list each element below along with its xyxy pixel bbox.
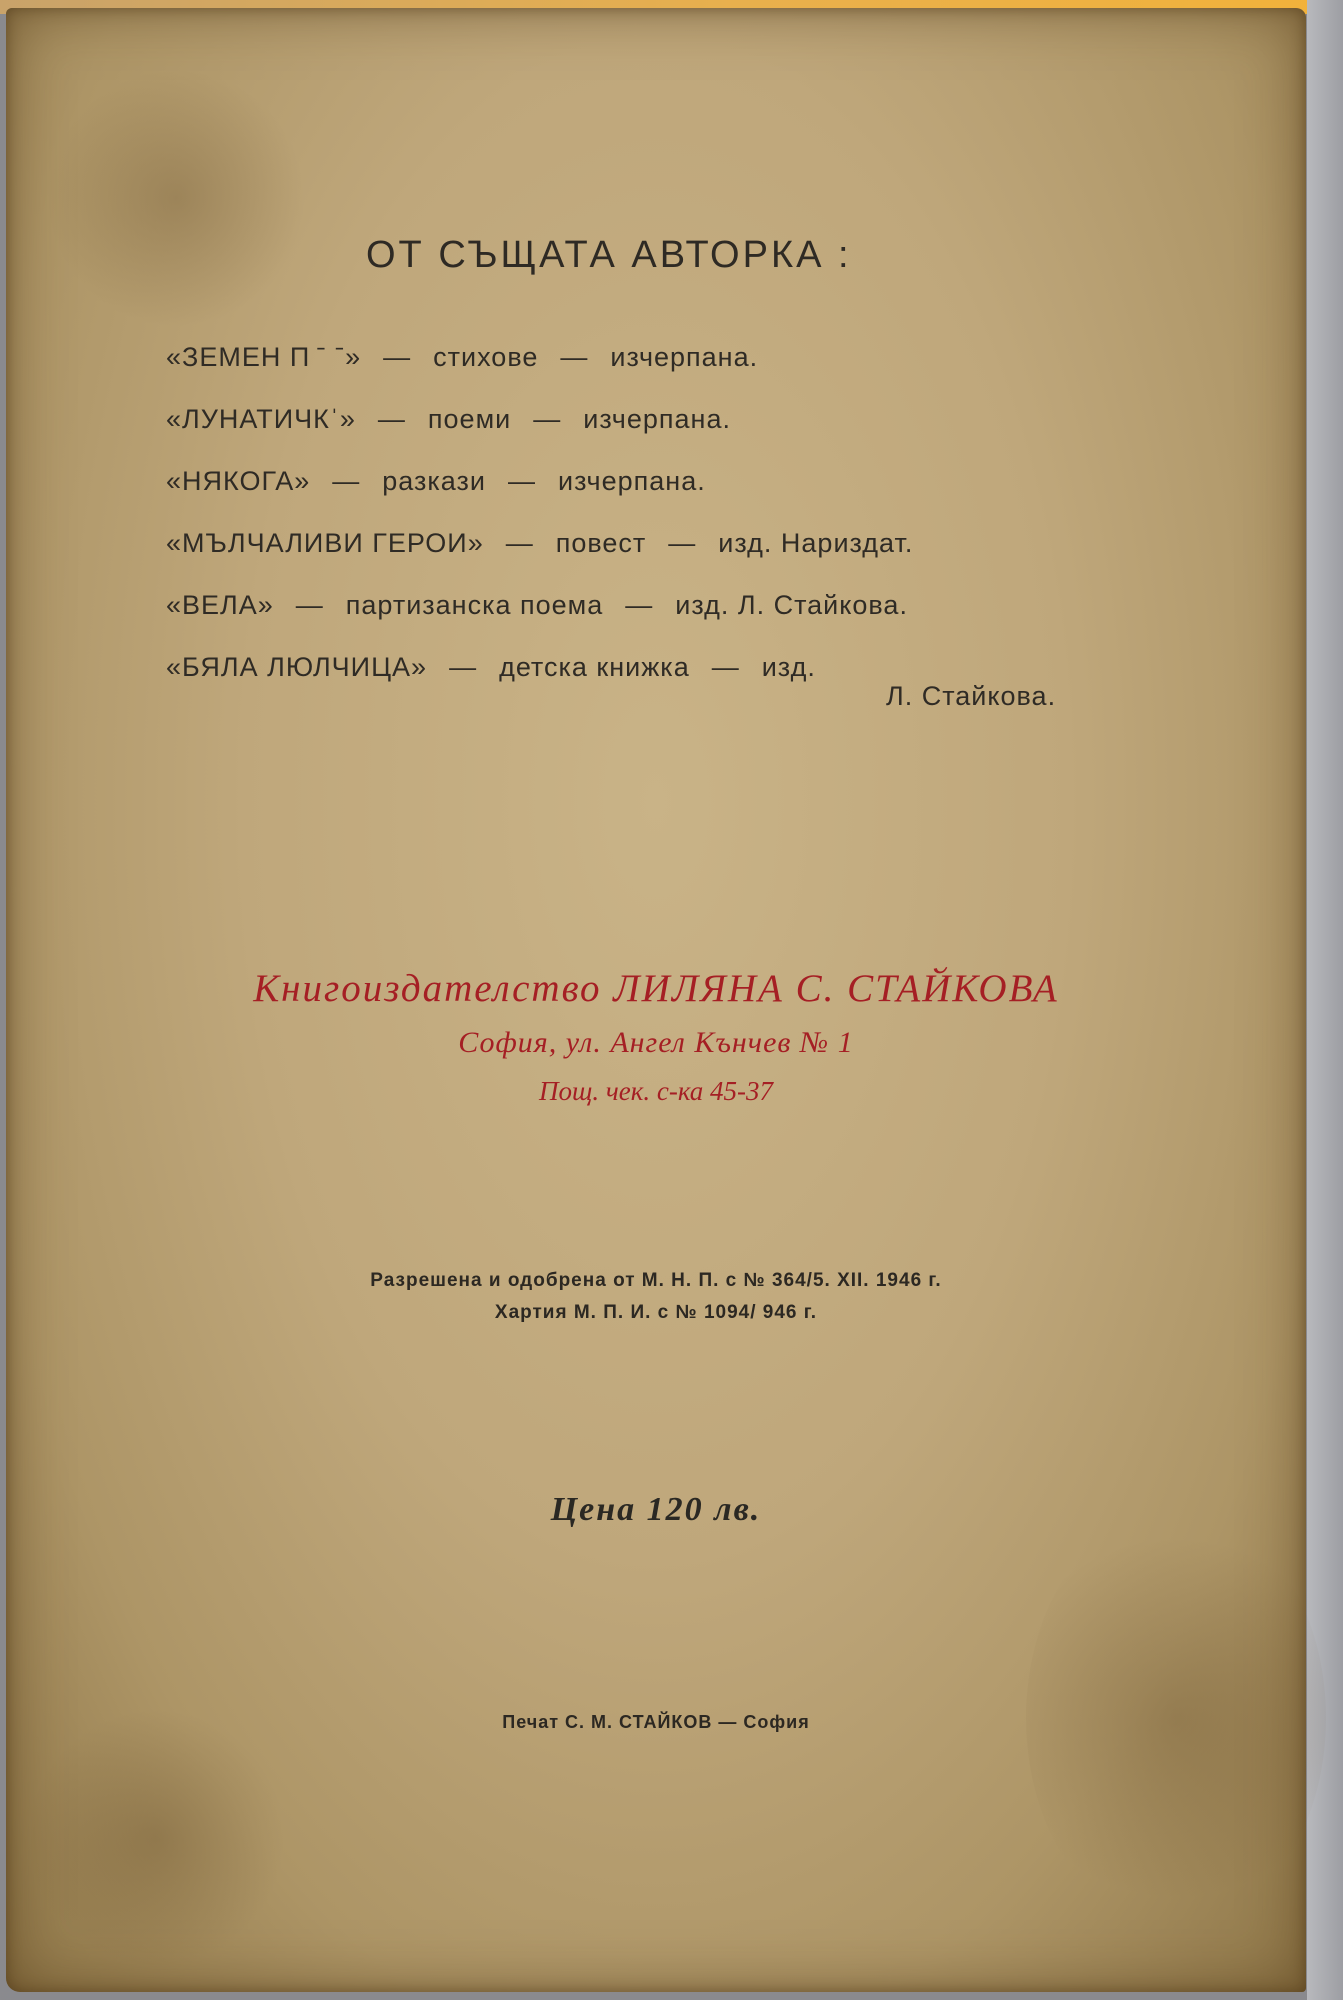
dash: — [560,342,589,372]
work-title: «НЯКОГА» [166,466,311,496]
work-genre: партизанска поема [345,590,604,620]
price: Цена 120 лв. [550,1491,762,1528]
work-status-continuation: Л. Стайкова. [886,681,1057,711]
work-status: изчерпана. [557,466,706,496]
list-item [166,388,1166,450]
publisher-address: София, ул. Ангел Кънчев № 1 [458,1026,854,1059]
list-item [166,512,1166,574]
list-item [166,326,1166,388]
work-title: «БЯЛА ЛЮЛЧИЦА» [166,652,428,682]
dash: — [505,528,534,558]
work-title: «МЪЛЧАЛИВИ ГЕРОИ» [166,528,484,558]
dash: — [533,404,562,434]
dash: — [711,652,740,682]
book-back-cover [6,8,1306,1992]
approval-notice: Разрешена и одобрена от М. Н. П. с № 364/5. XII. 1946 г. [370,1270,942,1291]
work-genre: поеми [427,404,512,434]
dash: — [625,590,654,620]
publisher-name: Книгоиздателство ЛИЛЯНА С. СТАЙКОВА [253,967,1059,1010]
dash: — [383,342,412,372]
work-genre: повест [555,528,647,558]
dash: — [332,466,361,496]
work-status: изчерпана. [610,342,759,372]
work-genre: разкази [382,466,486,496]
list-item [166,450,1166,512]
work-status: изчерпана. [583,404,731,434]
work-title: «ЗЕМЕН П ˉ ˉ» [166,342,362,372]
dash: — [507,466,536,496]
work-title: «ЛУНАТИЧКˈ» [166,404,356,434]
work-status: изд. Нариздат. [718,528,914,558]
dash: — [377,404,406,434]
printer-imprint: Печат С. М. СТАЙКОВ — София [502,1712,810,1732]
publisher-postal-check: Пощ. чек. с-ка 45-37 [538,1076,774,1106]
dash: — [668,528,697,558]
work-genre: детска книжка [499,652,690,682]
list-item [166,574,1166,636]
cover-content [6,8,1306,1992]
works-heading: ОТ СЪЩАТА АВТОРКА : [366,234,852,276]
work-title: «ВЕЛА» [166,590,274,620]
dash: — [295,590,324,620]
work-genre: стихове [433,342,539,372]
backdrop-right [1307,0,1343,2000]
work-status: изд. [761,652,816,682]
works-list [166,326,1166,711]
paper-notice: Хартия М. П. И. с № 1094/ 946 г. [494,1302,818,1323]
dash: — [449,652,478,682]
work-status: изд. Л. Стайкова. [675,590,908,620]
